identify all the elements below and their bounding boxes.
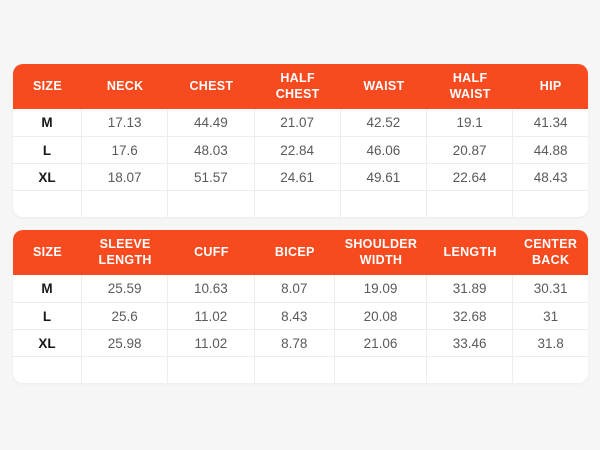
value-cell (255, 190, 341, 217)
header-row (13, 64, 588, 109)
size-chart-table-upper (13, 64, 588, 217)
column-header: CHEST (168, 64, 254, 109)
value-cell (341, 190, 427, 217)
column-header: SLEEVE LENGTH (82, 230, 168, 275)
value-cell (82, 356, 168, 383)
column-header: HIP (513, 64, 588, 109)
empty-row (13, 356, 588, 383)
column-header: NECK (82, 64, 168, 109)
size-cell: XL (13, 329, 82, 356)
value-cell: 22.64 (427, 163, 513, 190)
value-cell (255, 356, 336, 383)
size-chart-table-lower (13, 230, 588, 383)
column-header: SIZE (13, 64, 82, 109)
value-cell: 49.61 (341, 163, 427, 190)
column-header: CUFF (168, 230, 254, 275)
size-cell: L (13, 136, 82, 163)
value-cell: 31 (513, 302, 588, 329)
value-cell: 11.02 (168, 302, 254, 329)
column-header: HALF CHEST (255, 64, 341, 109)
column-header: HALF WAIST (427, 64, 513, 109)
value-cell: 11.02 (168, 329, 254, 356)
value-cell: 42.52 (341, 109, 427, 136)
table-row (13, 136, 588, 163)
garment-measurements-size-chart (13, 230, 588, 383)
value-cell: 31.8 (513, 329, 588, 356)
value-cell (82, 190, 168, 217)
column-header: WAIST (341, 64, 427, 109)
header-row (13, 230, 588, 275)
value-cell: 31.89 (427, 275, 513, 302)
size-cell: L (13, 302, 82, 329)
column-header: CENTER BACK (513, 230, 588, 275)
value-cell: 10.63 (168, 275, 254, 302)
column-header: LENGTH (427, 230, 513, 275)
size-cell: M (13, 275, 82, 302)
value-cell: 25.6 (82, 302, 168, 329)
value-cell (168, 190, 254, 217)
value-cell: 8.78 (255, 329, 336, 356)
value-cell: 17.13 (82, 109, 168, 136)
value-cell: 19.1 (427, 109, 513, 136)
value-cell (513, 356, 588, 383)
column-header: SHOULDER WIDTH (335, 230, 427, 275)
value-cell: 21.06 (335, 329, 427, 356)
table-row (13, 302, 588, 329)
value-cell: 41.34 (513, 109, 588, 136)
table-row (13, 329, 588, 356)
value-cell: 25.98 (82, 329, 168, 356)
value-cell (168, 356, 254, 383)
value-cell: 30.31 (513, 275, 588, 302)
value-cell: 44.88 (513, 136, 588, 163)
value-cell: 21.07 (255, 109, 341, 136)
value-cell: 51.57 (168, 163, 254, 190)
value-cell: 8.43 (255, 302, 336, 329)
value-cell: 17.6 (82, 136, 168, 163)
column-header: BICEP (255, 230, 336, 275)
value-cell: 32.68 (427, 302, 513, 329)
table-row (13, 163, 588, 190)
value-cell: 48.03 (168, 136, 254, 163)
value-cell: 25.59 (82, 275, 168, 302)
value-cell: 19.09 (335, 275, 427, 302)
body-measurements-size-chart (13, 64, 588, 217)
size-cell (13, 190, 82, 217)
value-cell: 20.87 (427, 136, 513, 163)
value-cell: 22.84 (255, 136, 341, 163)
value-cell: 20.08 (335, 302, 427, 329)
value-cell (427, 190, 513, 217)
value-cell (513, 190, 588, 217)
column-header: SIZE (13, 230, 82, 275)
value-cell: 18.07 (82, 163, 168, 190)
table-row (13, 275, 588, 302)
size-cell: XL (13, 163, 82, 190)
value-cell (335, 356, 427, 383)
size-cell (13, 356, 82, 383)
value-cell: 24.61 (255, 163, 341, 190)
value-cell: 33.46 (427, 329, 513, 356)
value-cell: 8.07 (255, 275, 336, 302)
value-cell: 46.06 (341, 136, 427, 163)
size-cell: M (13, 109, 82, 136)
value-cell: 48.43 (513, 163, 588, 190)
value-cell: 44.49 (168, 109, 254, 136)
table-row (13, 109, 588, 136)
value-cell (427, 356, 513, 383)
empty-row (13, 190, 588, 217)
